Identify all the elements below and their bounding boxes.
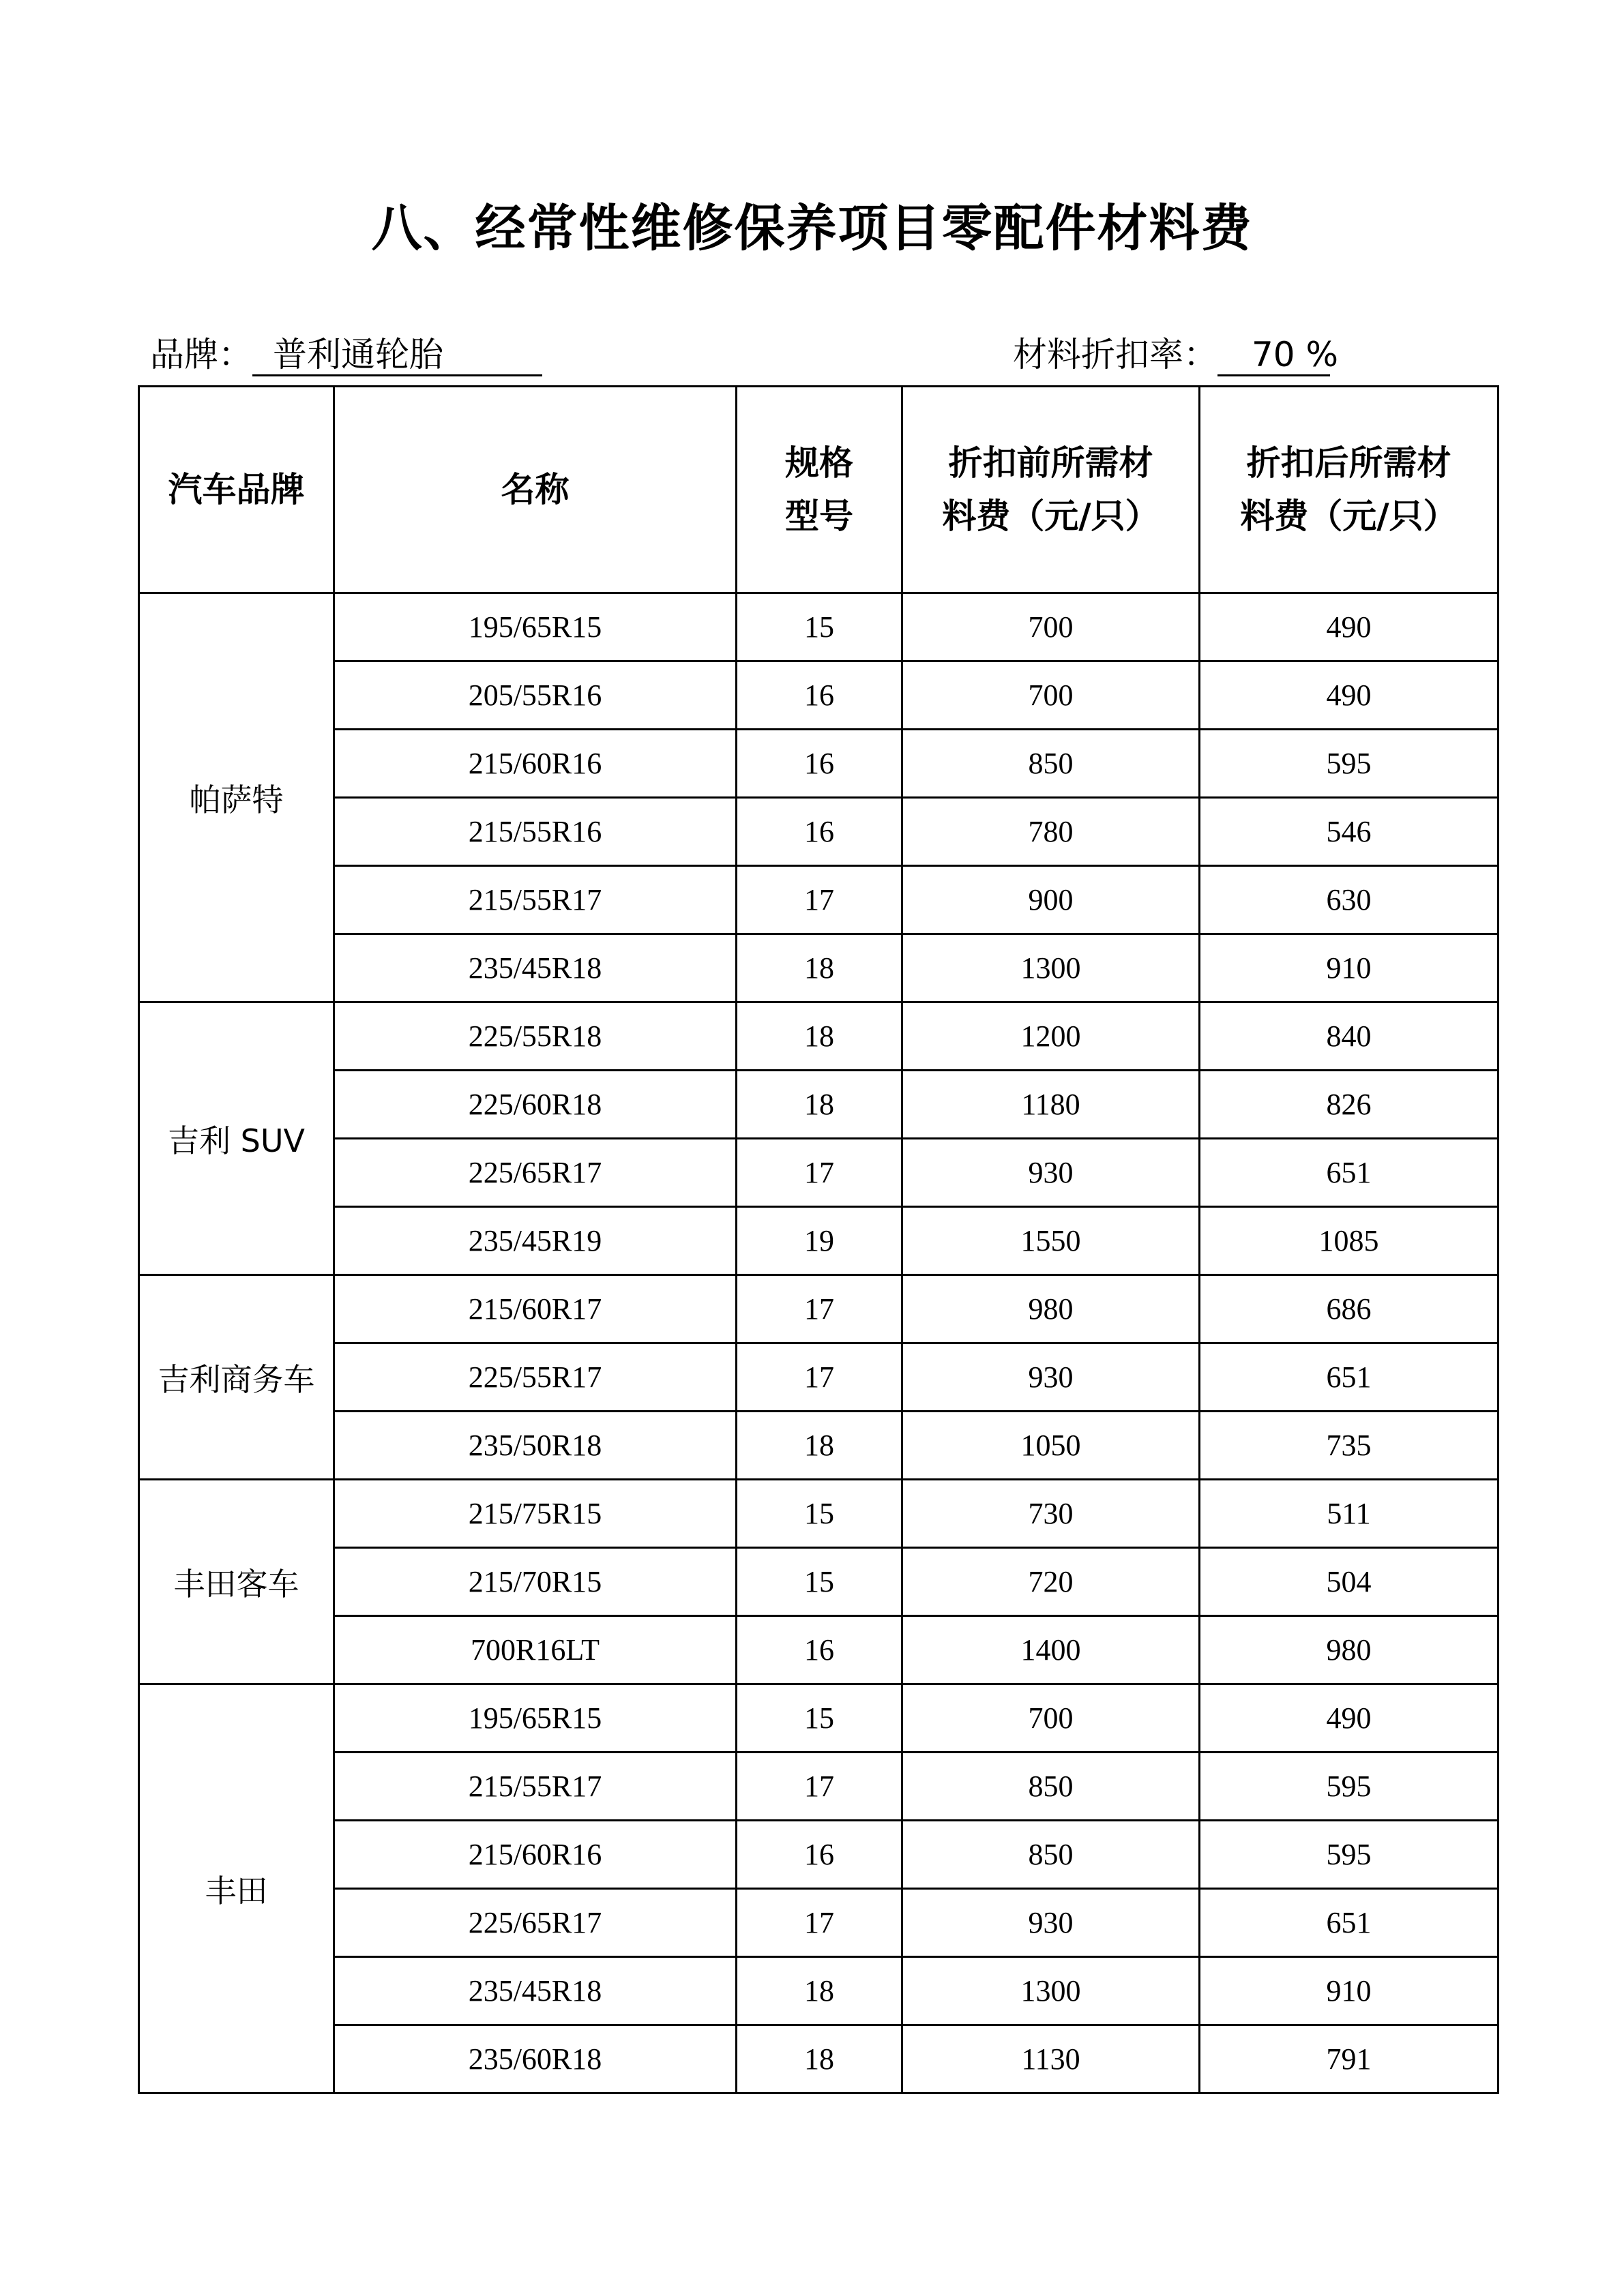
header-after-discount xyxy=(1200,387,1498,593)
before-discount-cell: 930 xyxy=(902,1343,1200,1412)
before-discount-cell: 1180 xyxy=(902,1071,1200,1139)
spec-cell: 15 xyxy=(737,593,902,661)
spec-cell: 17 xyxy=(737,1753,902,1821)
header-before-line2: 料费（元/只） xyxy=(942,496,1160,536)
header-name: 名称 xyxy=(334,387,737,593)
after-discount-cell: 826 xyxy=(1200,1071,1498,1139)
before-discount-cell: 720 xyxy=(902,1548,1200,1616)
after-discount-cell: 910 xyxy=(1200,1957,1498,2025)
after-discount-cell: 651 xyxy=(1200,1139,1498,1207)
name-cell: 215/60R16 xyxy=(334,730,737,798)
name-cell: 700R16LT xyxy=(334,1616,737,1684)
before-discount-cell: 850 xyxy=(902,1753,1200,1821)
table-row xyxy=(139,2025,1498,2093)
discount-value: 70 % xyxy=(1217,335,1330,376)
spec-cell: 15 xyxy=(737,1684,902,1753)
table-row xyxy=(139,1548,1498,1616)
name-cell: 225/55R17 xyxy=(334,1343,737,1412)
after-discount-cell: 630 xyxy=(1200,866,1498,934)
name-cell: 225/65R17 xyxy=(334,1889,737,1957)
after-discount-cell: 546 xyxy=(1200,798,1498,866)
brand-label: 品牌： xyxy=(150,335,252,374)
before-discount-cell: 850 xyxy=(902,1821,1200,1889)
name-cell: 225/65R17 xyxy=(334,1139,737,1207)
after-discount-cell: 686 xyxy=(1200,1275,1498,1343)
name-cell: 235/50R18 xyxy=(334,1412,737,1480)
spec-cell: 17 xyxy=(737,866,902,934)
table-row xyxy=(139,1412,1498,1480)
discount-line xyxy=(1013,331,1339,378)
header-car-brand: 汽车品牌 xyxy=(139,387,334,593)
after-discount-cell: 840 xyxy=(1200,1002,1498,1071)
car-brand-cell: 帕萨特 xyxy=(139,593,334,1002)
name-cell: 195/65R15 xyxy=(334,593,737,661)
name-cell: 235/45R18 xyxy=(334,934,737,1002)
name-cell: 195/65R15 xyxy=(334,1684,737,1753)
car-brand-cell: 丰田客车 xyxy=(139,1480,334,1684)
spec-cell: 19 xyxy=(737,1207,902,1275)
table-header-row xyxy=(139,387,1498,593)
page-title: 八、经常性维修保养项目零配件材料费 xyxy=(371,199,1253,258)
table-row xyxy=(139,798,1498,866)
spec-cell: 18 xyxy=(737,1071,902,1139)
table-row xyxy=(139,1139,1498,1207)
after-discount-cell: 791 xyxy=(1200,2025,1498,2093)
table-row xyxy=(139,934,1498,1002)
spec-cell: 16 xyxy=(737,1821,902,1889)
spec-cell: 16 xyxy=(737,798,902,866)
name-cell: 215/60R17 xyxy=(334,1275,737,1343)
spec-cell: 15 xyxy=(737,1548,902,1616)
spec-cell: 18 xyxy=(737,2025,902,2093)
after-discount-cell: 490 xyxy=(1200,593,1498,661)
before-discount-cell: 980 xyxy=(902,1275,1200,1343)
table-row xyxy=(139,1753,1498,1821)
after-discount-cell: 504 xyxy=(1200,1548,1498,1616)
spec-cell: 16 xyxy=(737,730,902,798)
table-row xyxy=(139,661,1498,730)
name-cell: 215/70R15 xyxy=(334,1548,737,1616)
before-discount-cell: 930 xyxy=(902,1889,1200,1957)
name-cell: 225/60R18 xyxy=(334,1071,737,1139)
name-cell: 235/45R18 xyxy=(334,1957,737,2025)
table-row xyxy=(139,593,1498,661)
before-discount-cell: 900 xyxy=(902,866,1200,934)
after-discount-cell: 1085 xyxy=(1200,1207,1498,1275)
table-row xyxy=(139,1343,1498,1412)
spec-cell: 16 xyxy=(737,1616,902,1684)
after-discount-cell: 490 xyxy=(1200,1684,1498,1753)
header-before-discount xyxy=(902,387,1200,593)
table-row xyxy=(139,1616,1498,1684)
table-row xyxy=(139,866,1498,934)
spec-cell: 17 xyxy=(737,1275,902,1343)
brand-line xyxy=(150,331,542,378)
table-row xyxy=(139,1002,1498,1071)
name-cell: 235/45R19 xyxy=(334,1207,737,1275)
after-discount-cell: 595 xyxy=(1200,730,1498,798)
table-row xyxy=(139,1889,1498,1957)
header-after-line2: 料费（元/只） xyxy=(1240,496,1458,536)
name-cell: 225/55R18 xyxy=(334,1002,737,1071)
table-row xyxy=(139,1957,1498,2025)
after-discount-cell: 595 xyxy=(1200,1821,1498,1889)
spec-cell: 18 xyxy=(737,1002,902,1071)
before-discount-cell: 1550 xyxy=(902,1207,1200,1275)
before-discount-cell: 780 xyxy=(902,798,1200,866)
before-discount-cell: 930 xyxy=(902,1139,1200,1207)
table-row xyxy=(139,1821,1498,1889)
car-brand-cell: 吉利商务车 xyxy=(139,1275,334,1480)
spec-cell: 15 xyxy=(737,1480,902,1548)
after-discount-cell: 651 xyxy=(1200,1889,1498,1957)
car-brand-cell: 吉利 SUV xyxy=(139,1002,334,1275)
brand-value: 普利通轮胎 xyxy=(252,335,542,376)
header-before-line1: 折扣前所需材 xyxy=(948,443,1153,483)
after-discount-cell: 595 xyxy=(1200,1753,1498,1821)
after-discount-cell: 511 xyxy=(1200,1480,1498,1548)
after-discount-cell: 651 xyxy=(1200,1343,1498,1412)
spec-cell: 17 xyxy=(737,1139,902,1207)
name-cell: 215/60R16 xyxy=(334,1821,737,1889)
before-discount-cell: 1130 xyxy=(902,2025,1200,2093)
table-row xyxy=(139,1207,1498,1275)
after-discount-cell: 980 xyxy=(1200,1616,1498,1684)
table-row xyxy=(139,1071,1498,1139)
table-row xyxy=(139,1275,1498,1343)
name-cell: 215/55R17 xyxy=(334,1753,737,1821)
header-spec xyxy=(737,387,902,593)
car-brand-cell: 丰田 xyxy=(139,1684,334,2093)
before-discount-cell: 1050 xyxy=(902,1412,1200,1480)
spec-cell: 17 xyxy=(737,1343,902,1412)
name-cell: 215/55R17 xyxy=(334,866,737,934)
header-spec-line1: 规格 xyxy=(785,443,853,483)
before-discount-cell: 1200 xyxy=(902,1002,1200,1071)
materials-cost-table xyxy=(138,385,1499,2094)
discount-label: 材料折扣率： xyxy=(1013,335,1217,374)
before-discount-cell: 730 xyxy=(902,1480,1200,1548)
table-row xyxy=(139,1684,1498,1753)
after-discount-cell: 735 xyxy=(1200,1412,1498,1480)
before-discount-cell: 1400 xyxy=(902,1616,1200,1684)
name-cell: 205/55R16 xyxy=(334,661,737,730)
before-discount-cell: 1300 xyxy=(902,934,1200,1002)
after-discount-cell: 910 xyxy=(1200,934,1498,1002)
spec-cell: 18 xyxy=(737,934,902,1002)
spec-cell: 17 xyxy=(737,1889,902,1957)
before-discount-cell: 700 xyxy=(902,1684,1200,1753)
table-body xyxy=(139,593,1498,2093)
spec-cell: 18 xyxy=(737,1957,902,2025)
header-spec-line2: 型号 xyxy=(785,496,853,536)
table-row xyxy=(139,730,1498,798)
before-discount-cell: 850 xyxy=(902,730,1200,798)
spec-cell: 18 xyxy=(737,1412,902,1480)
before-discount-cell: 1300 xyxy=(902,1957,1200,2025)
name-cell: 215/55R16 xyxy=(334,798,737,866)
before-discount-cell: 700 xyxy=(902,593,1200,661)
header-after-line1: 折扣后所需材 xyxy=(1246,443,1451,483)
table-row xyxy=(139,1480,1498,1548)
before-discount-cell: 700 xyxy=(902,661,1200,730)
after-discount-cell: 490 xyxy=(1200,661,1498,730)
spec-cell: 16 xyxy=(737,661,902,730)
name-cell: 215/75R15 xyxy=(334,1480,737,1548)
name-cell: 235/60R18 xyxy=(334,2025,737,2093)
